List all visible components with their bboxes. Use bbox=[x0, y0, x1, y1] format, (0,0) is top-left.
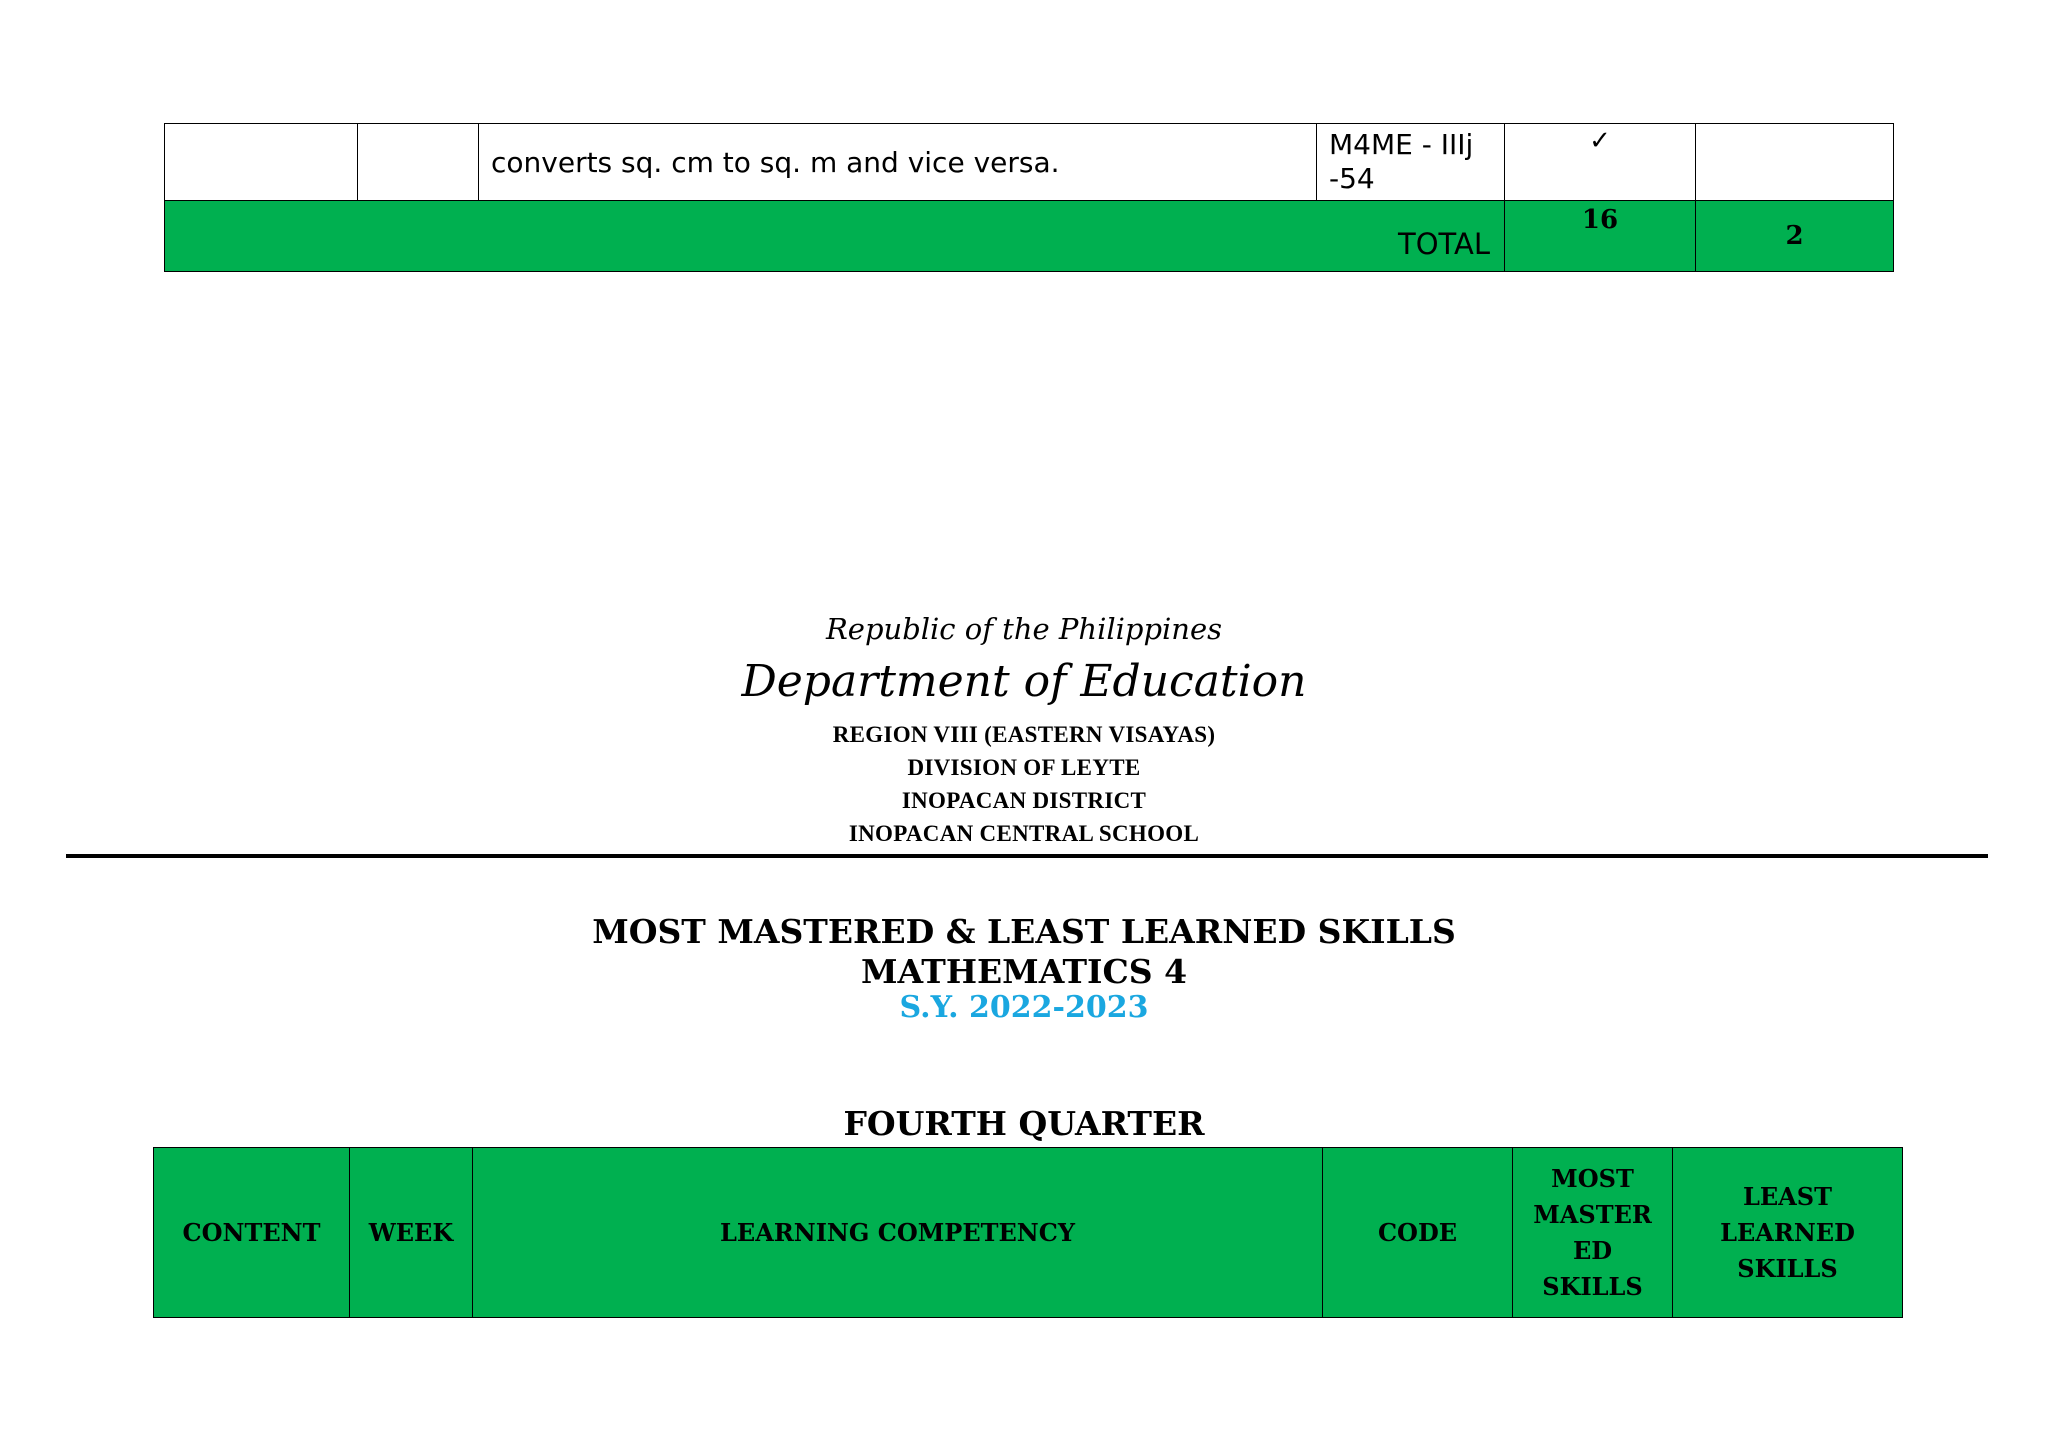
most-header-line: MOST bbox=[1551, 1163, 1634, 1193]
division-line: DIVISION OF LEYTE bbox=[907, 755, 1141, 780]
region-line: REGION VIII (EASTERN VISAYAS) bbox=[832, 722, 1216, 747]
subject-title: MATHEMATICS 4 bbox=[860, 952, 1188, 991]
skills-table-header bbox=[153, 1147, 1903, 1318]
column-header-week: WEEK bbox=[350, 1148, 473, 1318]
most-header-line: MASTER bbox=[1533, 1199, 1652, 1229]
least-header-line: SKILLS bbox=[1737, 1253, 1838, 1283]
code-line-2: -54 bbox=[1329, 162, 1375, 195]
column-header-least-learned bbox=[1673, 1148, 1903, 1318]
least-learned-cell bbox=[1696, 124, 1894, 201]
code-line-1: M4ME - IIIj bbox=[1329, 128, 1474, 161]
total-label: TOTAL bbox=[165, 201, 1505, 272]
header-row bbox=[154, 1148, 1903, 1318]
most-header-line: ED bbox=[1572, 1235, 1613, 1265]
column-header-most-mastered bbox=[1513, 1148, 1673, 1318]
most-mastered-check-icon: ✓ bbox=[1505, 124, 1696, 201]
quarter-title: FOURTH QUARTER bbox=[843, 1104, 1205, 1143]
column-header-content: CONTENT bbox=[154, 1148, 350, 1318]
republic-heading: Republic of the Philippines bbox=[825, 612, 1223, 646]
header-divider bbox=[66, 854, 1988, 858]
school-line: INOPACAN CENTRAL SCHOOL bbox=[848, 821, 1200, 846]
school-year: S.Y. 2022-2023 bbox=[899, 990, 1149, 1025]
district-line: INOPACAN DISTRICT bbox=[901, 788, 1147, 813]
department-heading: Department of Education bbox=[741, 656, 1307, 707]
column-header-competency: LEARNING COMPETENCY bbox=[473, 1148, 1323, 1318]
table-row bbox=[165, 124, 1894, 201]
code-cell bbox=[1317, 124, 1505, 201]
total-least-learned: 2 bbox=[1696, 201, 1894, 272]
document-title: MOST MASTERED & LEAST LEARNED SKILLS bbox=[592, 912, 1456, 951]
content-cell bbox=[165, 124, 358, 201]
competency-cell: converts sq. cm to sq. m and vice versa. bbox=[479, 124, 1317, 201]
least-header-line: LEARNED bbox=[1720, 1217, 1855, 1247]
week-cell bbox=[358, 124, 479, 201]
most-header-line: SKILLS bbox=[1542, 1271, 1643, 1301]
total-row bbox=[165, 201, 1894, 272]
total-most-mastered: 16 bbox=[1505, 201, 1696, 272]
column-header-code: CODE bbox=[1323, 1148, 1513, 1318]
continued-skills-table bbox=[164, 123, 1894, 272]
least-header-line: LEAST bbox=[1743, 1181, 1832, 1211]
